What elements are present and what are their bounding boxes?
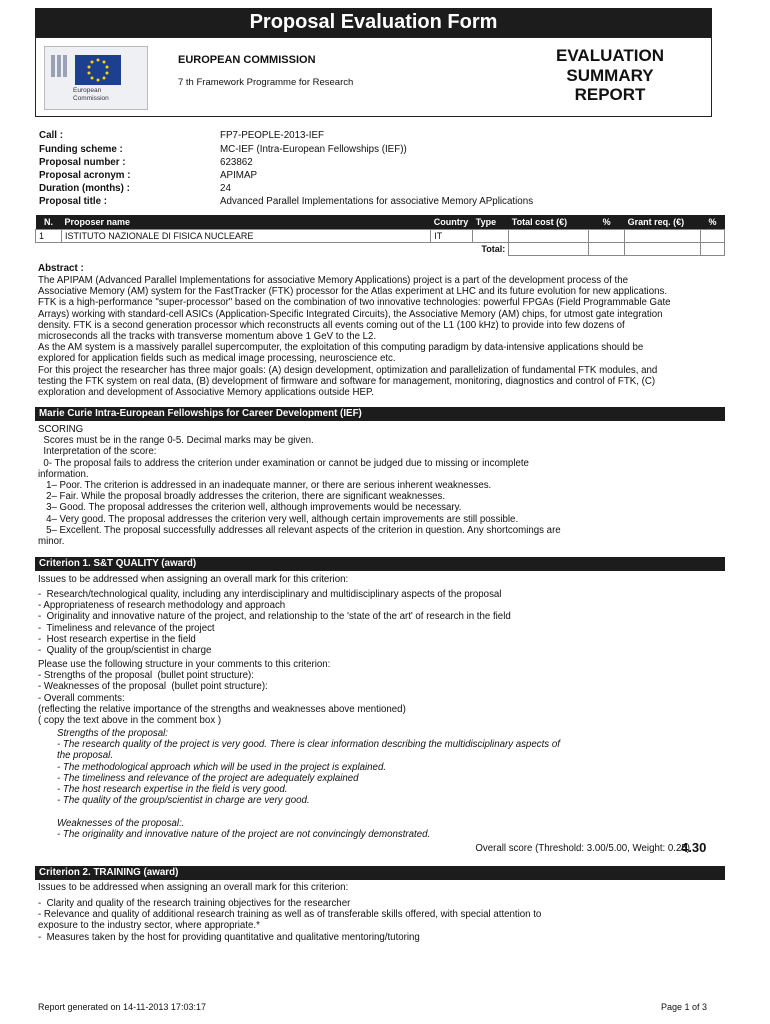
text-line: explored for application fields such as medical image processing, neuroscience etc. xyxy=(38,353,396,365)
text-line: 3– Good. The proposal addresses the criterion well, although improvements would be necessary. xyxy=(38,502,462,514)
text-line: - Research/technological quality, including any interdisciplinary and multidisciplinary aspects of the proposal xyxy=(38,589,502,600)
comment-structure xyxy=(38,659,724,726)
text-line: - Originality and innovative nature of the project, and relationship to the 'state of the art' of research in the field xyxy=(38,611,511,623)
text-line: The APIPAM (Advanced Parallel Implementations for associative Memory Applications) project is a part of the development process of the xyxy=(38,275,628,286)
report-type-line: REPORT xyxy=(574,85,646,104)
text-line: SCORING xyxy=(38,424,84,435)
table-cell: IT xyxy=(431,230,473,243)
text-line: - Weaknesses of the proposal (bullet point structure): xyxy=(38,681,268,693)
column-header: % xyxy=(700,215,724,230)
text-line: ( copy the text above in the comment box ) xyxy=(38,715,222,727)
text-line: 1– Poor. The criterion is addressed in an inadequate manner, or there are serious inherent weaknesses. xyxy=(38,480,492,492)
logo-text-line: European xyxy=(73,87,102,94)
info-value: 24 xyxy=(220,183,231,194)
text-line: - The methodological approach which will be used in the project is explained. xyxy=(57,761,387,773)
report-type-line: EVALUATION xyxy=(556,46,664,65)
text-line: 5– Excellent. The proposal successfully addresses all relevant aspects of the criterion in question. Any shortcomings are xyxy=(38,524,561,536)
table-row xyxy=(36,230,725,243)
text-line: 0- The proposal fails to address the criterion under examination or cannot be judged due to missing or incomplete xyxy=(38,457,529,469)
info-label: Duration (months) : xyxy=(39,183,130,194)
text-line: - Strengths of the proposal (bullet point structure): xyxy=(38,670,254,682)
text-line: exploration and development of Associative Memory applications outside HEP. xyxy=(38,387,374,399)
criterion-issues xyxy=(38,898,724,943)
criterion-issues xyxy=(38,589,724,656)
text-line: Scores must be in the range 0-5. Decimal marks may be given. xyxy=(38,435,314,447)
table-cell xyxy=(509,243,589,256)
column-header: Total cost (€) xyxy=(509,215,589,230)
text-line: (reflecting the relative importance of the strengths and weaknesses above mentioned) xyxy=(38,703,406,715)
table-cell xyxy=(589,230,625,243)
info-value: APIMAP xyxy=(220,170,258,181)
section-title-criterion-2: Criterion 2. TRAINING (award) xyxy=(35,866,725,880)
criterion-intro: Issues to be addressed when assigning an overall mark for this criterion: xyxy=(38,574,349,585)
text-line: Strengths of the proposal: xyxy=(57,728,168,739)
section-title-criterion-1: Criterion 1. S&T QUALITY (award) xyxy=(35,557,725,571)
info-value: 623862 xyxy=(220,157,253,168)
overall-score-label: Overall score (Threshold: 3.00/5.00, Weight: 0.25) xyxy=(475,843,690,854)
text-line: FTK is a high-performance "super-processor" based on the combination of two innovative technologies: powerful FPGAs (Field Programmable Gate xyxy=(38,297,671,309)
info-value: FP7-PEOPLE-2013-IEF xyxy=(220,130,324,141)
text-line: - Overall comments: xyxy=(38,692,125,704)
table-cell xyxy=(473,230,509,243)
table-cell xyxy=(509,230,589,243)
text-line: exposure to the industry sector, where appropriate.* xyxy=(38,920,260,932)
info-label: Proposal acronym : xyxy=(39,170,131,181)
column-header: Country xyxy=(431,215,473,230)
text-line: - Quality of the group/scientist in charge xyxy=(38,645,212,657)
text-line: - Appropriateness of research methodology and approach xyxy=(38,600,286,612)
text-line: microseconds all the tracks with transverse momentum above 1 GeV to the L2. xyxy=(38,331,377,343)
form-title: Proposal Evaluation Form xyxy=(35,8,712,37)
column-header: % xyxy=(589,215,625,230)
text-line: minor. xyxy=(38,536,65,548)
report-type xyxy=(515,46,705,105)
report-type-line: SUMMARY xyxy=(566,65,654,85)
table-cell xyxy=(625,230,701,243)
text-line: Associative Memory (AM) system for the FastTracker (FTK) processor for the Atlas experiment at LHC and its future evolution for new applications. xyxy=(38,286,668,298)
text-line: Interpretation of the score: xyxy=(38,446,157,458)
text-line: Arrays) working with standard-cell ASICs (Application-Specific Integrated Circuits), the Associative Memory (AM) chips, for utmost gate integration xyxy=(38,308,663,320)
table-cell xyxy=(589,243,625,256)
info-label: Call : xyxy=(39,130,63,141)
text-line: - The research quality of the project is very good. There is clear information describing the multidisciplinary aspects of xyxy=(57,739,560,751)
text-line: - The quality of the group/scientist in charge are very good. xyxy=(57,795,310,807)
text-line: - The timeliness and relevance of the project are adequately explained xyxy=(57,772,359,784)
organisation-name: EUROPEAN COMMISSION xyxy=(178,54,316,66)
evaluator-comments xyxy=(57,728,717,840)
text-line: the proposal. xyxy=(57,750,114,762)
text-line: For this project the researcher has three major goals: (A) design development, optimization and parallelization of fundamental FTK modules, and xyxy=(38,364,658,376)
table-cell xyxy=(700,243,724,256)
section-title-ief: Marie Curie Intra-European Fellowships for Career Development (IEF) xyxy=(35,407,725,421)
table-cell: 1 xyxy=(36,230,62,243)
criterion-intro: Issues to be addressed when assigning an overall mark for this criterion: xyxy=(38,882,349,893)
text-line: - Timeliness and relevance of the project xyxy=(38,622,215,634)
info-value: MC-IEF (Intra-European Fellowships (IEF)) xyxy=(220,144,407,155)
page-number: Page 1 of 3 xyxy=(660,1002,707,1012)
table-cell xyxy=(625,243,701,256)
text-line: - Relevance and quality of additional research training as well as of transferable skills offered, with special attention to xyxy=(38,909,542,921)
column-header: Proposer name xyxy=(61,215,430,230)
info-label: Proposal number : xyxy=(39,157,126,168)
text-line: - Host research expertise in the field xyxy=(38,633,196,645)
column-header: N. xyxy=(36,215,62,230)
text-line xyxy=(57,806,717,817)
column-header: Grant req. (€) xyxy=(625,215,701,230)
text-line: Weaknesses of the proposal:. xyxy=(57,817,185,829)
abstract-text xyxy=(38,275,724,398)
table-cell xyxy=(700,230,724,243)
table-cell: ISTITUTO NAZIONALE DI FISICA NUCLEARE xyxy=(61,230,430,243)
column-header: Type xyxy=(473,215,509,230)
text-line: - Clarity and quality of the research training objectives for the researcher xyxy=(38,898,351,909)
info-value: Advanced Parallel Implementations for associative Memory APplications xyxy=(220,196,534,207)
text-line: - The originality and innovative nature of the project are not convincingly demonstrated. xyxy=(57,828,431,840)
text-line: - Measures taken by the host for providing quantitative and qualitative mentoring/tutoring xyxy=(38,931,420,943)
eu-commission-logo xyxy=(44,46,148,110)
scoring-text xyxy=(38,424,724,547)
text-line: information. xyxy=(38,468,89,480)
text-line: 4– Very good. The proposal addresses the criterion very well, although certain improvements are still possible. xyxy=(38,513,519,525)
total-label: Total: xyxy=(61,243,508,256)
text-line: - The host research expertise in the field is very good. xyxy=(57,784,288,796)
text-line: 2– Fair. While the proposal broadly addresses the criterion, there are significant weaknesses. xyxy=(38,491,446,503)
proposer-table xyxy=(35,215,725,256)
programme-name: 7 th Framework Programme for Research xyxy=(178,77,354,88)
text-line: Please use the following structure in your comments to this criterion: xyxy=(38,659,331,670)
logo-text-line: Commission xyxy=(73,95,109,102)
text-line: As the AM system is a massively parallel supercomputer, the exploitation of this computing paradigm by data-intensive applications should be xyxy=(38,342,644,354)
info-label: Funding scheme : xyxy=(39,144,123,155)
overall-score-value: 4.30 xyxy=(681,840,707,855)
text-line: density. FTK is a second generation processor which reconstructs all events coming out of the L1 (100 kHz) to provide into few dozens of xyxy=(38,319,625,331)
abstract-label: Abstract : xyxy=(38,263,84,274)
report-generated: Report generated on 14-11-2013 17:03:17 xyxy=(38,1002,206,1012)
table-total-row xyxy=(36,243,725,256)
info-label: Proposal title : xyxy=(39,196,108,207)
text-line: testing the FTK system on real data, (B) development of firmware and software for management, monitoring, diagnostics and control of FTK, (C) xyxy=(38,375,656,387)
table-header-row xyxy=(36,215,725,230)
